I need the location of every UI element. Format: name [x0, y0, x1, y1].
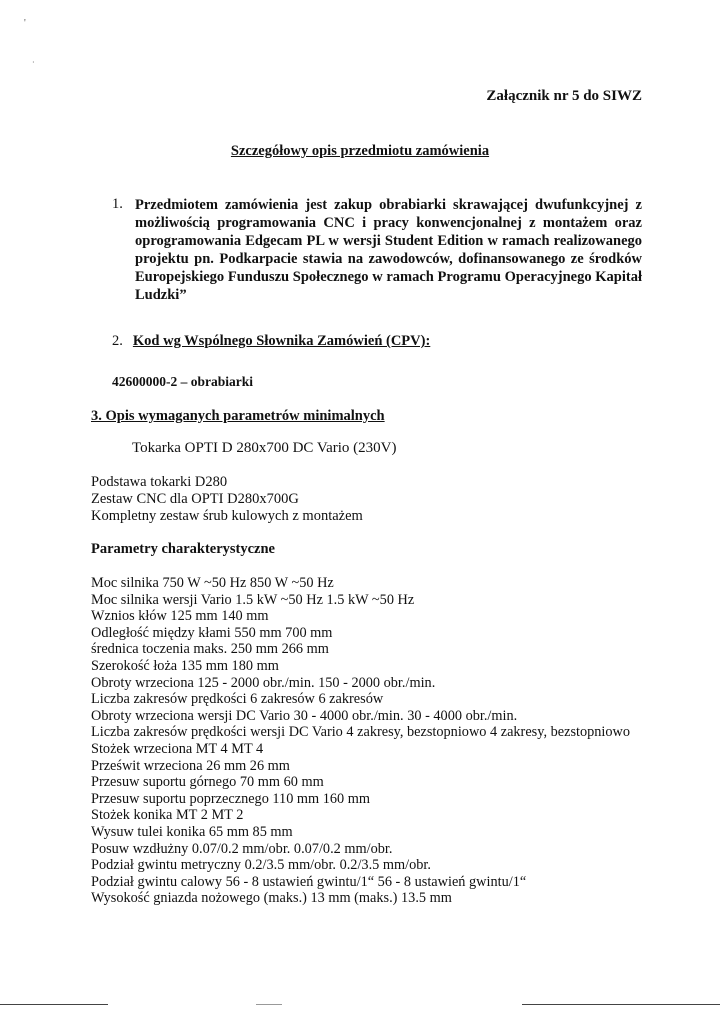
cpv-heading: Kod wg Wspólnego Słownika Zamówień (CPV):: [132, 333, 431, 349]
parameter-row: Wysuw tulei konika 65 mm 85 mm: [91, 823, 293, 840]
list-item-2: [112, 333, 430, 350]
parameter-row: średnica toczenia maks. 250 mm 266 mm: [91, 641, 329, 658]
parameter-row: Wznios kłów 125 mm 140 mm: [91, 608, 269, 625]
cpv-code: 42600000-2 – obrabiarki: [112, 374, 254, 389]
parameter-row: Liczba zakresów prędkości wersji DC Vario 4 zakresy, bezstopniowo 4 zakresy, bezstopniowo: [91, 724, 631, 741]
parameter-row: Przesuw suportu górnego 70 mm 60 mm: [91, 774, 324, 791]
footer-rule: [522, 1004, 720, 1005]
list-item-number: 2.: [112, 333, 123, 349]
parameter-row: Odległość między kłami 550 mm 700 mm: [91, 624, 333, 641]
list-item-1: [112, 196, 642, 304]
parameter-row: Szerokość łoża 135 mm 180 mm: [91, 657, 279, 674]
component-item: Podstawa tokarki D280: [91, 474, 228, 490]
parameter-row: Podział gwintu calowy 56 - 8 ustawień gwintu/1“ 56 - 8 ustawień gwintu/1“: [91, 873, 527, 890]
annex-label: Załącznik nr 5 do SIWZ: [486, 88, 642, 104]
component-item: Zestaw CNC dla OPTI D280x700G: [91, 491, 299, 507]
scan-mark: ': [24, 18, 26, 29]
parameter-row: Obroty wrzeciona wersji DC Vario 30 - 4000 obr./min. 30 - 4000 obr./min.: [91, 707, 518, 724]
component-item: Kompletny zestaw śrub kulowych z montażem: [91, 508, 363, 524]
footer-rule: [256, 1004, 282, 1005]
parameters-list: [91, 575, 651, 907]
product-name: Tokarka OPTI D 280x700 DC Vario (230V): [132, 440, 397, 456]
parameter-row: Posuw wzdłużny 0.07/0.2 mm/obr. 0.07/0.2 mm/obr.: [91, 840, 393, 857]
parameter-row: Liczba zakresów prędkości 6 zakresów 6 zakresów: [91, 691, 384, 708]
list-item-text: Przedmiotem zamówienia jest zakup obrabiarki skrawającej dwufunkcyjnej z możliwością programowania CNC i pracy konwencjonalnej z montażem oraz oprogramowania Edgecam PL w wersji Student Edition w ramach realizowanego projektu pn. Podkarpacie stawia na zawodowców, dofinansowanego ze środków Europejskiego Funduszu Społecznego w ramach Programu Operacyjnego Kapitał Ludzki”: [135, 197, 642, 303]
parameter-row: Podział gwintu metryczny 0.2/3.5 mm/obr. 0.2/3.5 mm/obr.: [91, 857, 431, 874]
scan-mark: ·: [32, 58, 35, 67]
components-list: [91, 474, 363, 525]
parameter-row: Prześwit wrzeciona 26 mm 26 mm: [91, 757, 290, 774]
section-3-heading: 3. Opis wymaganych parametrów minimalnych: [91, 408, 385, 424]
parameter-row: Stożek wrzeciona MT 4 MT 4: [91, 740, 264, 757]
parameter-row: Stożek konika MT 2 MT 2: [91, 807, 244, 824]
list-item-number: 1.: [112, 196, 123, 212]
parameter-row: Przesuw suportu poprzecznego 110 mm 160 mm: [91, 790, 370, 807]
parameter-row: Wysokość gniazda nożowego (maks.) 13 mm (maks.) 13.5 mm: [91, 890, 452, 907]
parameter-row: Moc silnika 750 W ~50 Hz 850 W ~50 Hz: [91, 575, 334, 591]
parameter-row: Obroty wrzeciona 125 - 2000 obr./min. 150 - 2000 obr./min.: [91, 674, 436, 691]
document-title: Szczegółowy opis przedmiotu zamówienia: [230, 143, 490, 159]
footer-rule: [0, 1004, 108, 1005]
parameters-heading: Parametry charakterystyczne: [91, 541, 275, 557]
parameter-row: Moc silnika wersji Vario 1.5 kW ~50 Hz 1.5 kW ~50 Hz: [91, 591, 415, 608]
